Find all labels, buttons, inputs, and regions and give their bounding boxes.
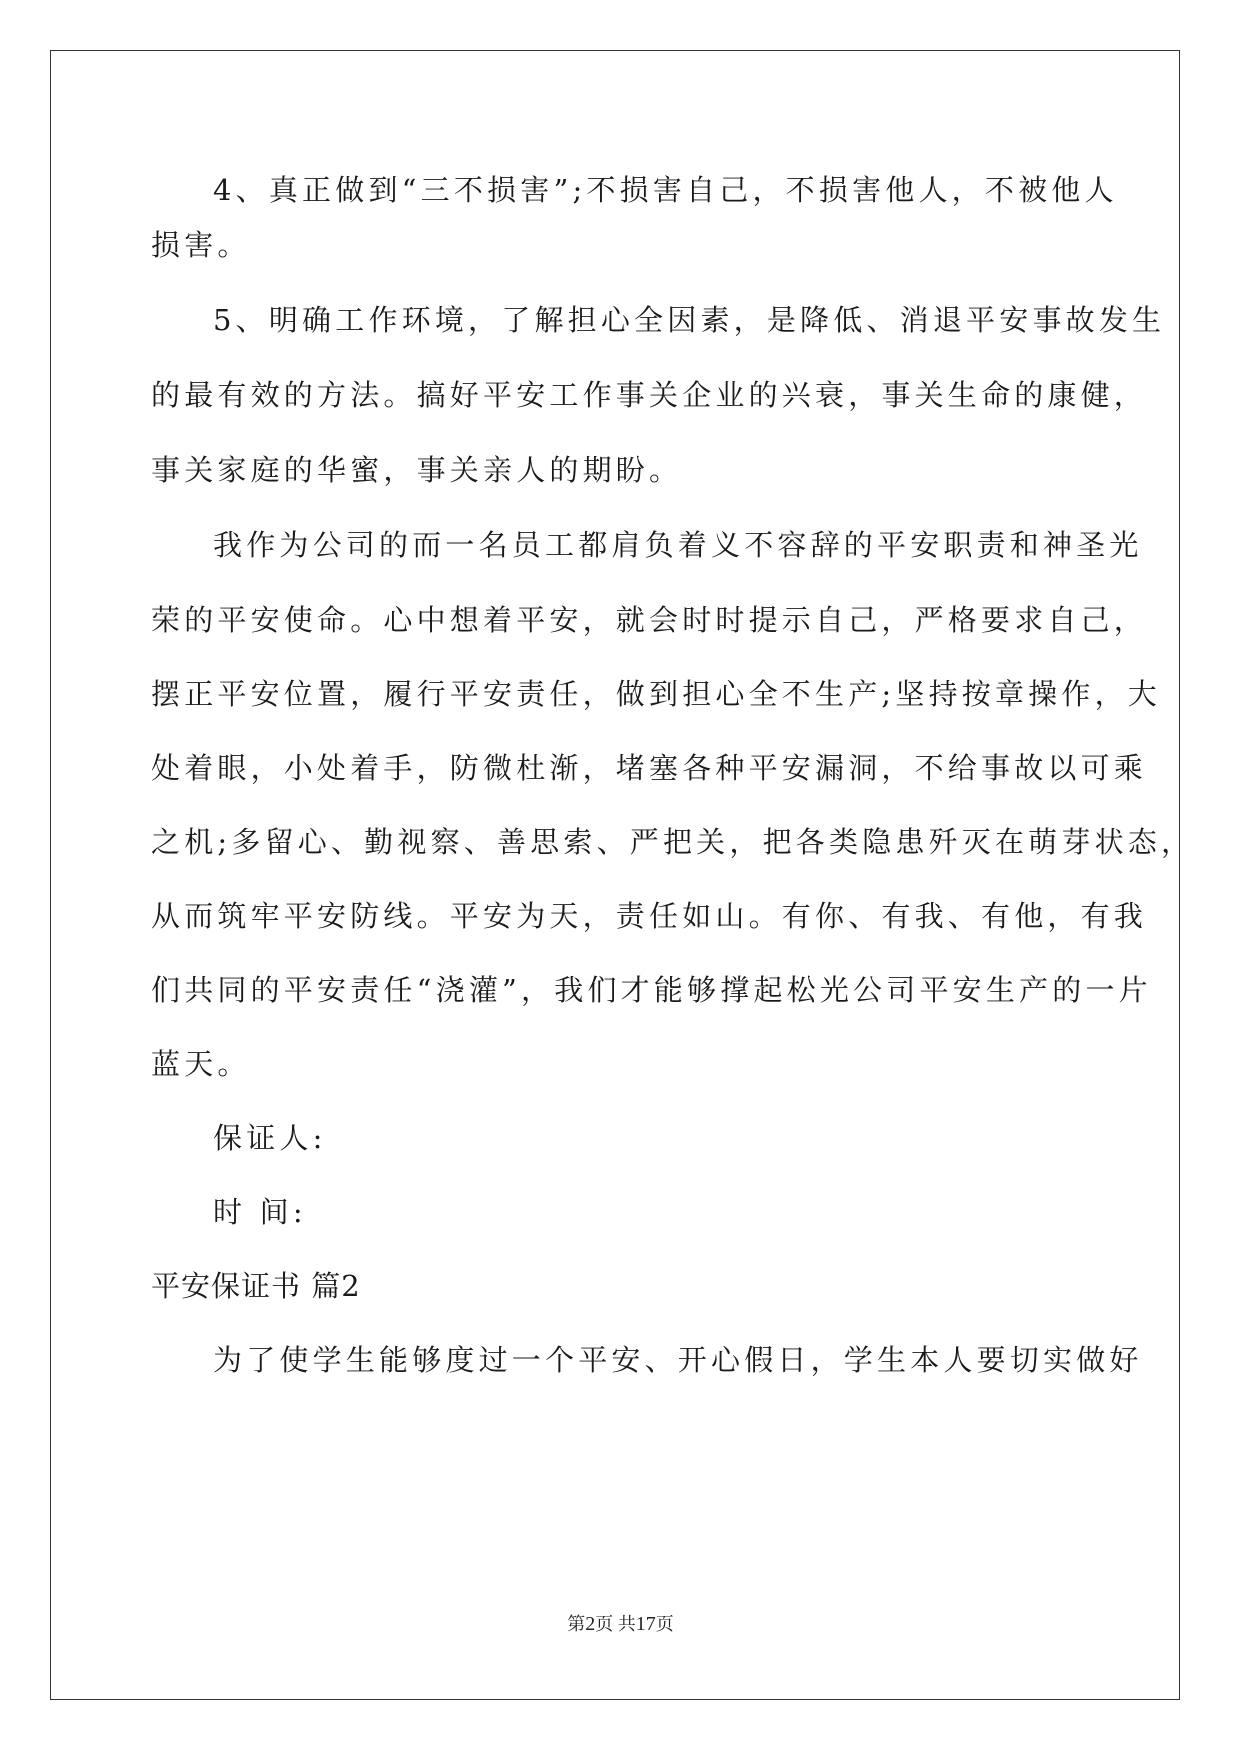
footer-page-total: 17 — [635, 1613, 656, 1635]
paragraph-5-line-2: 的最有效的方法。搞好平安工作事关企业的兴衰，事关生命的康健， — [151, 378, 1148, 412]
footer-page-prefix: 第 — [567, 1614, 586, 1634]
paragraph-duty-line-6: 从而筑牢平安防线。平安为天，责任如山。有你、有我、有他，有我 — [151, 899, 1148, 933]
page-footer — [0, 1610, 1241, 1636]
page-border — [50, 50, 1180, 1700]
paragraph-duty-line-1: 我作为公司的而一名员工都肩负着义不容辞的平安职责和神圣光 — [213, 528, 1143, 562]
paragraph-4-line-1: 4、真正做到“三不损害”;不损害自己，不损害他人，不被他人 — [213, 173, 1118, 207]
paragraph-duty-line-2: 荣的平安使命。心中想着平安，就会时时提示自己，严格要求自己， — [151, 603, 1148, 637]
guarantor-label: 保证人: — [213, 1121, 327, 1155]
footer-page-suffix: 页 — [655, 1614, 674, 1634]
paragraph-4-line-2: 损害。 — [151, 228, 251, 262]
section-heading: 平安保证书 篇2 — [151, 1269, 361, 1303]
footer-page-current: 2 — [585, 1613, 596, 1635]
paragraph-duty-line-3: 摆正平安位置，履行平安责任，做到担心全不生产;坚持按章操作，大 — [151, 677, 1161, 711]
paragraph-5-line-1: 5、明确工作环境，了解担心全因素，是降低、消退平安事故发生 — [213, 303, 1166, 337]
paragraph-duty-line-7: 们共同的平安责任“浇灌”，我们才能够撑起松光公司平安生产的一片 — [151, 973, 1152, 1007]
paragraph-duty-line-5: 之机;多留心、勤视察、善思索、严把关，把各类隐患歼灭在萌芽状态， — [151, 825, 1195, 859]
paragraph-duty-line-4: 处着眼，小处着手，防微杜渐，堵塞各种平安漏洞，不给事故以可乘 — [151, 751, 1148, 785]
date-label: 时 间: — [213, 1195, 307, 1229]
paragraph-duty-line-8: 蓝天。 — [151, 1047, 251, 1081]
footer-page-mid: 页 共 — [595, 1614, 636, 1634]
paragraph-5-line-3: 事关家庭的华蜜，事关亲人的期盼。 — [151, 453, 683, 487]
paragraph-section2-line-1: 为了使学生能够度过一个平安、开心假日，学生本人要切实做好 — [213, 1343, 1143, 1377]
